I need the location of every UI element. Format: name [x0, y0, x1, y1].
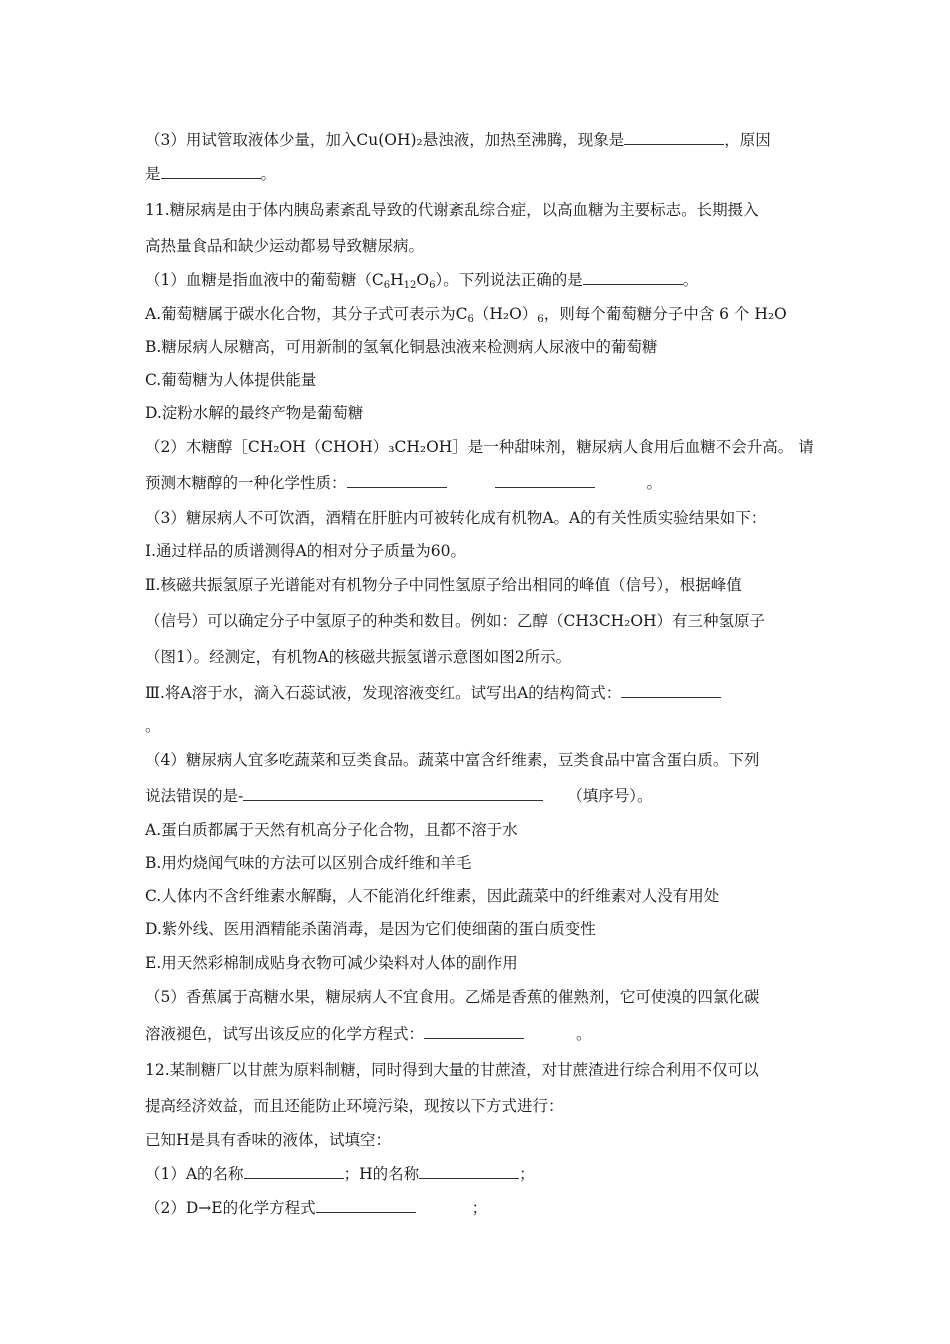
q11-part5-line-2	[145, 1024, 592, 1044]
q11-intro: 11.糖尿病是由于体内胰岛素紊乱导致的代谢紊乱综合症，以高血糖为主要标志。长期摄入	[145, 201, 759, 219]
answer-blank[interactable]	[624, 130, 724, 145]
answer-blank[interactable]	[316, 1198, 416, 1213]
option-a-formula: （H₂O）	[473, 305, 538, 323]
q11-part3-iii-end: 。	[145, 717, 161, 735]
option-e: E.用天然彩棉制成贴身衣物可减少染料对人体的副作用	[145, 954, 518, 972]
q11-part3-ii-3: （图1）。经测定，有机物A的核磁共振氢谱示意图如图2所示。	[145, 648, 572, 666]
q11-part3-ii-2: （信号）可以确定分子中氢原子的种类和数目。例如：乙醇（CH3CH₂OH）有三种氢原子	[145, 612, 766, 630]
q11-part4-line-2	[145, 786, 653, 806]
q11-part1-text: （1）血糖是指血液中的葡萄糖（C	[145, 271, 384, 289]
option-a	[145, 304, 787, 324]
option-a-tail: ，则每个葡萄糖分子中含 6 个 H₂O	[543, 305, 787, 323]
q11-part4-prompt: 说法错误的是-	[145, 787, 244, 805]
option-a-text: A.葡萄糖属于碳水化合物，其分子式可表示为C	[145, 305, 468, 323]
option-a: A.蛋白质都属于天然有机高分子化合物，且都不溶于水	[145, 821, 518, 839]
q12-intro-2: 提高经济效益，而且还能防止环境污染，现按以下方式进行：	[145, 1097, 564, 1115]
semicolon: ；	[471, 1199, 488, 1217]
q11-part3-ii: Ⅱ.核磁共振氢原子光谱能对有机物分子中同性氢原子给出相同的峰值（信号），根据峰值	[145, 576, 742, 594]
answer-blank[interactable]	[244, 1164, 344, 1179]
option-c: C.人体内不含纤维素水解酶，人不能消化纤维素，因此蔬菜中的纤维素对人没有用处	[145, 887, 720, 905]
q12-part1-h-label: ；H的名称	[343, 1165, 420, 1183]
period: 。	[576, 1025, 592, 1043]
option-b: B.用灼烧闻气味的方法可以区别合成纤维和羊毛	[145, 854, 472, 872]
answer-blank[interactable]	[621, 683, 721, 698]
q11-part4: （4）糖尿病人宜多吃蔬菜和豆类食品。蔬菜中富含纤维素，豆类食品中富含蛋白质。下列	[145, 751, 760, 769]
option-b: B.糖尿病人尿糖高，可用新制的氢氧化铜悬浊液来检测病人尿液中的葡萄糖	[145, 338, 658, 356]
period: 。	[682, 271, 699, 289]
semicolon: ；	[519, 1165, 535, 1183]
q10-part3-tail: ，原因	[724, 131, 771, 149]
answer-blank[interactable]	[583, 270, 683, 285]
q11-part5: （5）香蕉属于高糖水果，糖尿病人不宜食用。乙烯是香蕉的催熟剂，它可使溴的四氯化碳	[145, 988, 760, 1006]
q11-part1-prompt: ）。下列说法正确的是	[435, 271, 583, 289]
q12-part1	[145, 1164, 535, 1184]
option-d: D.淀粉水解的最终产物是葡萄糖	[145, 404, 364, 422]
q12-intro: 12.某制糖厂以甘蔗为原料制糖，同时得到大量的甘蔗渣，对甘蔗渣进行综合利用不仅可以	[145, 1061, 759, 1079]
answer-blank[interactable]	[161, 164, 261, 179]
period: 。	[646, 474, 663, 492]
answer-blank[interactable]	[243, 786, 543, 801]
q11-part3-iii-text: Ⅲ.将A溶于水，滴入石蕊试液，发现溶液变红。试写出A的结构简式：	[145, 684, 622, 702]
answer-blank[interactable]	[419, 1164, 519, 1179]
answer-blank[interactable]	[347, 473, 447, 488]
q11-part3-i: Ⅰ.通过样品的质谱测得A的相对分子质量为60。	[145, 542, 466, 560]
q11-part2-line-2	[145, 473, 662, 493]
q10-part3-text: （3）用试管取液体少量，加入Cu(OH)₂悬浊液，加热至沸腾，现象是	[145, 131, 625, 149]
q11-part4-hint: （填序号）。	[567, 787, 653, 805]
q12-given: 已知H是具有香味的液体，试填空：	[145, 1131, 392, 1149]
option-d: D.紫外线、医用酒精能杀菌消毒，是因为它们使细菌的蛋白质变性	[145, 920, 596, 938]
option-c: C.葡萄糖为人体提供能量	[145, 371, 317, 389]
q11-intro-2: 高热量食品和缺少运动都易导致糖尿病。	[145, 237, 425, 255]
q12-part2-label: （2）D→E的化学方程式	[145, 1199, 316, 1217]
q10-reason-label: 是	[145, 165, 161, 183]
formula-h: H	[390, 271, 404, 289]
period: 。	[260, 165, 277, 183]
answer-blank[interactable]	[424, 1024, 524, 1039]
q11-part3: （3）糖尿病人不可饮酒，酒精在肝脏内可被转化成有机物A。A的有关性质实验结果如下：	[145, 509, 767, 527]
subscript: 6	[467, 314, 474, 325]
q11-part1	[145, 270, 698, 290]
formula-o: O	[416, 271, 430, 289]
q11-part2: （2）木糖醇［CH₂OH（CHOH）₃CH₂OH］是一种甜味剂，糖尿病人食用后血糖不会升高。 请	[145, 438, 814, 456]
q11-part3-iii	[145, 683, 721, 703]
answer-blank[interactable]	[495, 473, 595, 488]
subscript: 12	[403, 280, 417, 291]
subscript: 6	[537, 314, 544, 325]
subscript: 6	[383, 280, 391, 291]
q12-part2	[145, 1198, 487, 1218]
q10-part3-line-2	[145, 164, 276, 184]
q12-part1-a-label: （1）A的名称	[145, 1165, 244, 1183]
q11-part2-prompt: 预测木糖醇的一种化学性质：	[145, 474, 347, 492]
subscript: 6	[429, 280, 436, 291]
q10-part3-line	[145, 130, 771, 150]
q11-part5-prompt: 溶液褪色，试写出该反应的化学方程式：	[145, 1025, 425, 1043]
